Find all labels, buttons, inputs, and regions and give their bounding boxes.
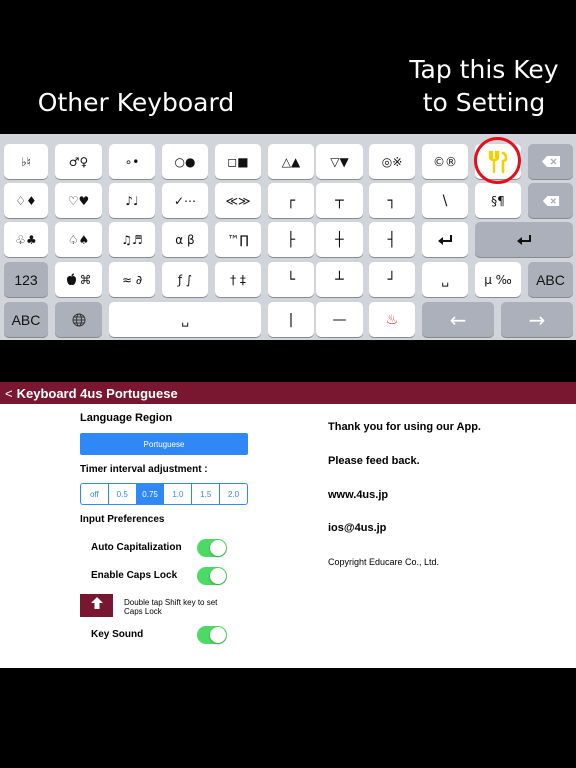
email-link[interactable]: ios@4us.jp: [328, 522, 387, 534]
key-natural-flat[interactable]: ♭♮: [4, 144, 48, 179]
key-apple-command[interactable]: [55, 262, 102, 297]
key-micro[interactable]: µ ‰: [475, 262, 521, 297]
key-dagger[interactable]: † ‡: [215, 262, 261, 297]
key-hot-spring[interactable]: ♨: [369, 302, 415, 337]
timer-option-1-5[interactable]: 1.5: [192, 484, 220, 504]
settings-icon: [487, 150, 509, 174]
timer-option-0-75[interactable]: 0.75: [137, 484, 165, 504]
caps-lock-label: Enable Caps Lock: [91, 570, 178, 581]
key-sound-label: Key Sound: [91, 629, 144, 640]
cursor-left-key[interactable]: ←: [422, 302, 494, 337]
key-box-cross[interactable]: ┼: [316, 222, 363, 257]
caps-lock-toggle[interactable]: [197, 567, 227, 585]
key-squares[interactable]: ◻■: [215, 144, 261, 179]
key-command-glyph: ⌘: [79, 272, 92, 287]
nav-title[interactable]: Keyboard 4us Portuguese: [16, 385, 178, 401]
language-region-label: Language Region: [80, 412, 173, 424]
key-diamonds[interactable]: ♢♦: [4, 183, 48, 218]
language-select-button[interactable]: Portuguese: [80, 433, 248, 455]
key-box-bottom-left[interactable]: └: [268, 262, 314, 297]
key-notes[interactable]: ♪♩: [109, 183, 155, 218]
website-link[interactable]: www.4us.jp: [328, 489, 389, 501]
thanks-text: Thank you for using our App.: [328, 421, 481, 433]
key-beamed-notes[interactable]: ♫♬: [109, 222, 155, 257]
settings-panel: [0, 404, 576, 668]
backspace-icon: [542, 195, 560, 207]
black-gap: [0, 340, 576, 382]
return-key[interactable]: [475, 222, 573, 257]
key-box-top-right[interactable]: ┐: [369, 183, 415, 218]
shift-key-illustration: [80, 594, 113, 617]
apple-icon: [66, 273, 77, 286]
key-box-bottom-right[interactable]: ┘: [369, 262, 415, 297]
timer-option-0-5[interactable]: 0.5: [109, 484, 137, 504]
backspace-key[interactable]: [528, 144, 573, 179]
key-triangles-down[interactable]: ▽▼: [316, 144, 363, 179]
tap-key-caption-line2: to Setting: [422, 88, 546, 117]
key-spades[interactable]: ♤♠: [55, 222, 102, 257]
globe-icon: [72, 313, 86, 327]
abc-key-right[interactable]: ABC: [528, 262, 573, 297]
key-clubs[interactable]: ♧♣: [4, 222, 48, 257]
timer-option-2-0[interactable]: 2.0: [227, 489, 240, 499]
key-newline[interactable]: [422, 222, 468, 257]
key-triangles-up[interactable]: △▲: [268, 144, 314, 179]
tap-key-caption: [396, 53, 572, 119]
key-circles[interactable]: ○●: [162, 144, 208, 179]
key-trademark[interactable]: ™∏: [215, 222, 261, 257]
shift-arrow-icon: [90, 596, 104, 615]
settings-key[interactable]: [475, 144, 521, 179]
tap-key-caption-line1: Tap this Key: [409, 55, 559, 84]
key-vertical-bar[interactable]: |: [268, 302, 314, 337]
timer-label: Timer interval adjustment :: [80, 464, 208, 475]
keyboard: [0, 134, 576, 340]
key-box-bottom-tee[interactable]: ┴: [316, 262, 363, 297]
key-box-top-left[interactable]: ┌: [268, 183, 314, 218]
timer-option-1-0[interactable]: 1.0: [164, 484, 192, 504]
key-copyright[interactable]: ©®: [422, 144, 468, 179]
key-check[interactable]: ✓⋯: [162, 183, 208, 218]
abc-key[interactable]: ABC: [4, 302, 48, 337]
key-bullseye[interactable]: ◎※: [369, 144, 415, 179]
key-gender[interactable]: ♂♀: [55, 144, 102, 179]
globe-key[interactable]: [55, 302, 102, 337]
key-approx[interactable]: ≈ ∂: [109, 262, 155, 297]
cursor-right-key[interactable]: →: [501, 302, 573, 337]
key-integral[interactable]: ƒ ∫: [162, 262, 208, 297]
space-key[interactable]: ␣: [109, 302, 261, 337]
auto-capitalization-toggle[interactable]: [197, 539, 227, 557]
numbers-key[interactable]: 123: [4, 262, 48, 297]
copyright-text: Copyright Educare Co., Ltd.: [328, 557, 440, 567]
key-box-top-tee[interactable]: ┬: [316, 183, 363, 218]
key-space-symbol[interactable]: ␣: [422, 262, 468, 297]
key-sound-toggle[interactable]: [197, 626, 227, 644]
input-preferences-label: Input Preferences: [80, 514, 165, 525]
backspace-key-2[interactable]: [528, 183, 573, 218]
key-dots[interactable]: ∘•: [109, 144, 155, 179]
key-backslash[interactable]: \: [422, 183, 468, 218]
return-icon: [437, 234, 453, 246]
feedback-text: Please feed back.: [328, 455, 420, 467]
back-chevron-icon[interactable]: <: [5, 385, 13, 401]
key-section[interactable]: §¶: [475, 183, 521, 218]
key-hearts[interactable]: ♡♥: [55, 183, 102, 218]
shift-hint-text: Double tap Shift key to set Caps Lock: [124, 598, 218, 616]
key-box-left-tee[interactable]: ├: [268, 222, 314, 257]
auto-capitalization-label: Auto Capitalization: [91, 542, 182, 553]
timer-option-off[interactable]: off: [81, 484, 109, 504]
key-em-dash[interactable]: —: [316, 302, 363, 337]
key-guillemets[interactable]: ≪≫: [215, 183, 261, 218]
key-greek[interactable]: α β: [162, 222, 208, 257]
timer-segmented-control: [80, 483, 248, 505]
return-icon: [516, 234, 532, 246]
key-box-right-tee[interactable]: ┤: [369, 222, 415, 257]
backspace-icon: [541, 155, 561, 168]
nav-bar: [0, 382, 576, 404]
other-keyboard-caption: Other Keyboard: [37, 88, 235, 117]
